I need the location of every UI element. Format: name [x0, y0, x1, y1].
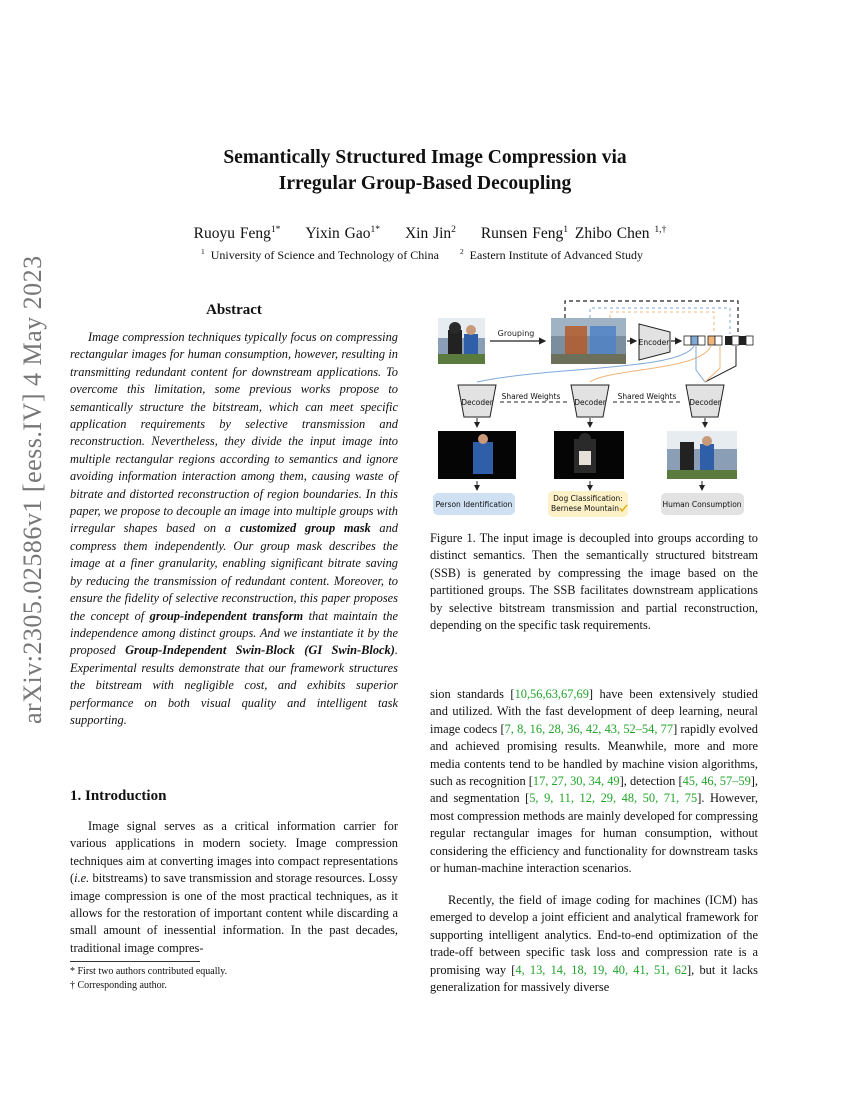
- citation-link[interactable]: 5, 9, 11, 12, 29, 48, 50, 71, 75: [529, 791, 698, 806]
- grouping-label: Grouping: [497, 329, 535, 338]
- author: Xin Jin$^2$: [404, 223, 456, 242]
- task-dog-classification: Dog Classification:: [553, 494, 623, 503]
- shared-weights-label-2: Shared Weights: [617, 392, 677, 401]
- decoder-label-2: Decoder: [574, 398, 606, 407]
- footnote: † Corresponding author.: [70, 980, 167, 991]
- footnote: * First two authors contributed equally.: [70, 966, 228, 977]
- citation-link[interactable]: 10,56,63,67,69: [514, 687, 589, 701]
- encoder-label: Encoder: [638, 338, 670, 347]
- semantic-bitstream: [684, 336, 753, 345]
- reconstruction-dog: [554, 431, 624, 479]
- task-human-consumption: Human Consumption: [662, 500, 742, 509]
- citation-link[interactable]: 17, 27, 30, 34, 49: [532, 774, 620, 789]
- reconstruction-full: [667, 431, 737, 479]
- affiliation: $^2$ Eastern Institute of Advanced Study: [459, 247, 643, 262]
- affiliations: [0, 247, 850, 263]
- grouped-image: [551, 318, 626, 364]
- author: Runsen Feng$^1$: [480, 223, 568, 242]
- footnote-rule: [70, 961, 200, 962]
- figure-caption: Figure 1. The input image is decoupled into groups according to distinct semantics. Then the semantically structured bitstream (SSB) is generated by compressing the image based on the partitioned groups. The SSB facilitates downstream applications by selective bitstream transmission and partial reconstruction, depending on the specific task requirements.: [430, 531, 758, 633]
- author: Zhibo Chen $^{1,\dagger}$: [574, 223, 667, 242]
- introduction-heading: 1. Introduction: [70, 788, 167, 804]
- body-paragraph: Recently, the field of image coding for machines (ICM) has emerged to develop a joint efficient and analytical framework for supporting intelligent analytics. End-to-end optimization of the trade-off between specific task loss and compression rate is a promising way [4, 13, 14, 18, 19, 40, 41, 51, 62], but it lacks generalization for massively diverse: [430, 893, 758, 995]
- decoder-label-1: Decoder: [461, 398, 493, 407]
- task-dog-breed: Bernese Mountain: [551, 504, 619, 513]
- author: Yixin Gao$^{1*}$: [305, 223, 381, 242]
- shared-weights-label-1: Shared Weights: [501, 392, 561, 401]
- author-list: [0, 224, 850, 244]
- paper-title: [0, 145, 850, 197]
- task-person-identification: Person Identification: [435, 500, 513, 509]
- author: Ruoyu Feng$^{1*}$: [193, 223, 281, 242]
- title-line-1: Semantically Structured Image Compression via: [223, 147, 627, 168]
- citation-link[interactable]: 4, 13, 14, 18, 19, 40, 41, 51, 62: [515, 962, 688, 977]
- title-line-2: Irregular Group-Based Decoupling: [278, 173, 572, 194]
- figure-1: [430, 296, 765, 518]
- input-image: [438, 318, 485, 364]
- decoder-label-3: Decoder: [689, 398, 721, 407]
- affiliation: $^1$ University of Science and Technology of China: [201, 247, 439, 262]
- citation-link[interactable]: 7, 8, 16, 28, 36, 42, 43, 52–54, 77: [504, 721, 674, 736]
- arxiv-identifier: arXiv:2305.02586v1 [eess.IV] 4 May 2023: [18, 255, 47, 724]
- footnotes: [70, 965, 227, 993]
- abstract-heading: Abstract: [206, 302, 262, 318]
- citation-link[interactable]: 45, 46, 57–59: [682, 774, 751, 789]
- abstract-text: Image compression techniques typically focus on compressing rectangular images for human consumption, however, resulting in transmitting redundant content for downstream applications. To overcome this limitation, some previous works propose to semantically structure the bitstream, which can meet specific application requirements by selective transmission and reconstruction. Nevertheless, they divide the input image into multiple rectangular regions according to semantics and ignore avoiding information interaction among them, causing waste of bitrate and distorted reconstruction of region boundaries. In this paper, we propose to decouple an image into multiple groups with irregular shapes based on a customized group mask and compress them independently. Our group mask describes the image at a finer granularity, enabling significant bitrate saving by reducing the transmission of redundant content. Moreover, to ensure the fidelity of selective reconstruction, this paper proposes the concept of group-independent transform that maintain the independence among distinct groups. And we instantiate it by the proposed Group-Independent Swin-Block (GI Swin-Block). Experimental results demonstrate that our framework structures the bitstream with negligible cost, and exhibits superior performance on both visual quality and intelligent task supporting.: [70, 330, 399, 727]
- reconstruction-person: [438, 431, 516, 479]
- body-paragraph: sion standards [10,56,63,67,69] have been extensively studied and utilized. With the fast development of deep learning, neural image codecs [7, 8, 16, 28, 36, 42, 43, 52–54, 77] rapidly evolved and achieved promising results. Meanwhile, more and more media contents tend to be handled by machine vision algorithms, such as recognition [17, 27, 30, 34, 49], detection [45, 46, 57–59], and segmentation [5, 9, 11, 12, 29, 48, 50, 71, 75]. However, most compression methods are mainly developed for compressing regular rectangular images for human consumption, without considering the efficiency and functionality for downstream tasks or human-machine interaction scenarios.: [430, 687, 758, 876]
- introduction-paragraph: Image signal serves as a critical information carrier for various applications in modern society. Image compression techniques aim at converting images into compact representations (i.e. bitstreams) to save transmission and storage resources. Lossy image compression is one of the most practical techniques, as it allows for the restoration of important content while discarding a small amount of inessential information. In the past decades, traditional image compres-: [70, 819, 398, 955]
